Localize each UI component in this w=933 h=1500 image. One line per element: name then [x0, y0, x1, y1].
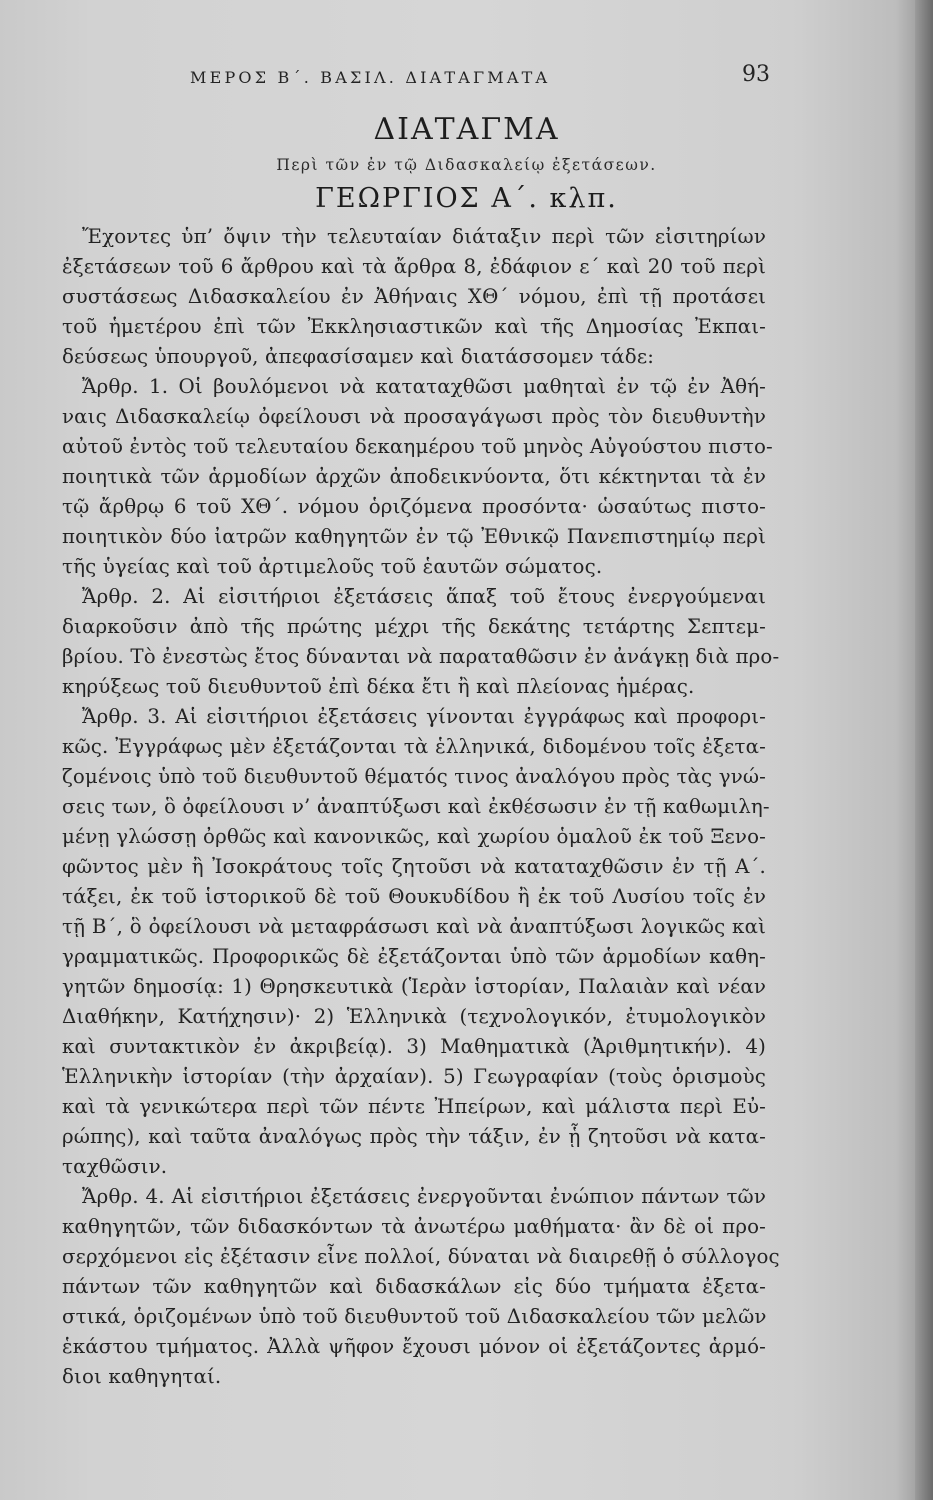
text-line: μένῃ γλώσσῃ ὀρθῶς καὶ κανονικῶς, καὶ χωρίου ὁμαλοῦ ἐκ τοῦ Ξενο-: [62, 825, 766, 848]
text-line: ταχθῶσιν.: [62, 1155, 168, 1178]
text-line: τῇ Β΄, ὃ ὀφείλουσι νὰ μεταφράσωσι καὶ νὰ ἀναπτύξωσι λογικῶς καὶ: [62, 915, 766, 938]
text-line: κηρύξεως τοῦ διευθυντοῦ ἐπὶ δέκα ἔτι ἢ καὶ πλείονας ἡμέρας.: [62, 675, 695, 698]
text-line: φῶντος μὲν ἢ Ἰσοκράτους τοῖς ζητοῦσι νὰ καταταχθῶσιν ἐν τῇ Α΄.: [62, 855, 766, 878]
running-title: ΜΕΡΟΣ Β΄. ΒΑΣΙΛ. ΔΙΑΤΑΓΜΑΤΑ: [190, 68, 551, 87]
page-gutter: [915, 0, 933, 1500]
decree-subtitle: Περὶ τῶν ἐν τῷ Διδασκαλείῳ ἐξετάσεων.: [276, 156, 657, 174]
text-line: ρώπης), καὶ ταῦτα ἀναλόγως πρὸς τὴν τάξιν, ἐν ᾗ ζητοῦσι νὰ κατα-: [62, 1125, 766, 1148]
text-line: καὶ συντακτικὸν ἐν ἀκριβείᾳ). 3) Μαθηματικὰ (Ἀριθμητικήν). 4): [62, 1035, 766, 1058]
text-line: ποιητικὸν δύο ἰατρῶν καθηγητῶν ἐν τῷ Ἐθνικῷ Πανεπιστημίῳ περὶ: [62, 525, 766, 548]
text-line: σερχόμενοι εἰς ἐξέτασιν εἶνε πολλοί, δύναται νὰ διαιρεθῇ ὁ σύλλογος: [62, 1245, 780, 1268]
text-line: ἑκάστου τμήματος. Ἀλλὰ ψῆφον ἔχουσι μόνον οἱ ἐξετάζοντες ἁρμό-: [62, 1335, 766, 1358]
text-line: ἐξετάσεων τοῦ 6 ἄρθρου καὶ τὰ ἄρθρα 8, ἐδάφιον ε΄ καὶ 20 τοῦ περὶ: [62, 255, 766, 278]
text-line: τῷ ἄρθρῳ 6 τοῦ ΧΘ΄. νόμου ὁριζόμενα προσόντα· ὡσαύτως πιστο-: [62, 495, 766, 518]
article-1-start: Ἄρθρ. 1. Οἱ βουλόμενοι νὰ καταταχθῶσι μαθηταὶ ἐν τῷ ἐν Ἀθή-: [82, 375, 766, 398]
text-line: διαρκοῦσιν ἀπὸ τῆς πρώτης μέχρι τῆς δεκάτης τετάρτης Σεπτεμ-: [62, 615, 766, 638]
text-line: κῶς. Ἐγγράφως μὲν ἐξετάζονται τὰ ἑλληνικά, διδομένου τοῖς ἐξετα-: [62, 735, 766, 758]
text-line: δεύσεως ὑπουργοῦ, ἀπεφασίσαμεν καὶ διατάσσομεν τάδε:: [62, 345, 655, 368]
text-line: στικά, ὁριζομένων ὑπὸ τοῦ διευθυντοῦ τοῦ Διδασκαλείου τῶν μελῶν: [62, 1305, 767, 1328]
decree-title: ΔΙΑΤΑΓΜΑ: [373, 112, 560, 147]
text-line: γραμματικῶς. Προφορικῶς δὲ ἐξετάζονται ὑπὸ τῶν ἁρμοδίων καθη-: [62, 945, 766, 968]
text-line: πάντων τῶν καθηγητῶν καὶ διδασκάλων εἰς δύο τμήματα ἐξετα-: [62, 1275, 766, 1298]
text-line: Ἑλληνικὴν ἱστορίαν (τὴν ἀρχαίαν). 5) Γεωγραφίαν (τοὺς ὁρισμοὺς: [62, 1065, 766, 1088]
text-line: γητῶν δημοσίᾳ: 1) Θρησκευτικὰ (Ἱερὰν ἱστορίαν, Παλαιὰν καὶ νέαν: [62, 975, 766, 998]
text-line: καὶ τὰ γενικώτερα περὶ τῶν πέντε Ἠπείρων, καὶ μάλιστα περὶ Εὐ-: [62, 1095, 766, 1118]
text-line: βρίου. Τὸ ἐνεστὼς ἔτος δύνανται νὰ παραταθῶσιν ἐν ἀνάγκῃ διὰ προ-: [62, 645, 780, 668]
text-line: τοῦ ἡμετέρου ἐπὶ τῶν Ἐκκλησιαστικῶν καὶ τῆς Δημοσίας Ἐκπαι-: [62, 315, 766, 338]
text-line: ναις Διδασκαλείῳ ὀφείλουσι νὰ προσαγάγωσι πρὸς τὸν διευθυντὴν: [62, 405, 766, 428]
text-line: σεις των, ὃ ὀφείλουσι ν’ ἀναπτύξωσι καὶ ἐκθέσωσιν ἐν τῇ καθωμιλη-: [62, 795, 770, 818]
text-line: τῆς ὑγείας καὶ τοῦ ἀρτιμελοῦς τοῦ ἑαυτῶν σώματος.: [62, 555, 603, 578]
running-header: [190, 62, 770, 92]
text-line: καθηγητῶν, τῶν διδασκόντων τὰ ἀνωτέρω μαθήματα· ἂν δὲ οἱ προ-: [62, 1215, 766, 1238]
article-3-start: Ἄρθρ. 3. Αἱ εἰσιτήριοι ἐξετάσεις γίνονται ἐγγράφως καὶ προφορι-: [82, 705, 766, 728]
text-line: αὐτοῦ ἐντὸς τοῦ τελευταίου δεκαημέρου τοῦ μηνὸς Αὐγούστου πιστο-: [62, 435, 773, 458]
text-line: συστάσεως Διδασκαλείου ἐν Ἀθήναις ΧΘ΄ νόμου, ἐπὶ τῇ προτάσει: [62, 285, 766, 308]
king-heading: ΓΕΩΡΓΙΟΣ Α΄. κλπ.: [315, 183, 618, 214]
page-number: 93: [742, 62, 770, 87]
text-line: ζομένοις ὑπὸ τοῦ διευθυντοῦ θέματός τινος ἀναλόγου πρὸς τὰς γνώ-: [62, 765, 766, 788]
text-line: διοι καθηγηταί.: [62, 1365, 222, 1388]
text-line: τάξει, ἐκ τοῦ ἱστορικοῦ δὲ τοῦ Θουκυδίδου ἢ ἐκ τοῦ Λυσίου τοῖς ἐν: [62, 885, 766, 908]
text-line: Διαθήκην, Κατήχησιν)· 2) Ἑλληνικὰ (τεχνολογικόν, ἐτυμολογικὸν: [62, 1005, 766, 1028]
text-line: ποιητικὰ τῶν ἁρμοδίων ἀρχῶν ἀποδεικνύοντα, ὅτι κέκτηνται τὰ ἐν: [62, 465, 766, 488]
article-2-start: Ἄρθρ. 2. Αἱ εἰσιτήριοι ἐξετάσεις ἅπαξ τοῦ ἔτους ἐνεργούμεναι: [82, 585, 766, 608]
text-line: Ἔχοντες ὑπ’ ὄψιν τὴν τελευταίαν διάταξιν περὶ τῶν εἰσιτηρίων: [82, 225, 766, 248]
article-4-start: Ἄρθρ. 4. Αἱ εἰσιτήριοι ἐξετάσεις ἐνεργοῦνται ἐνώπιον πάντων τῶν: [82, 1185, 766, 1208]
